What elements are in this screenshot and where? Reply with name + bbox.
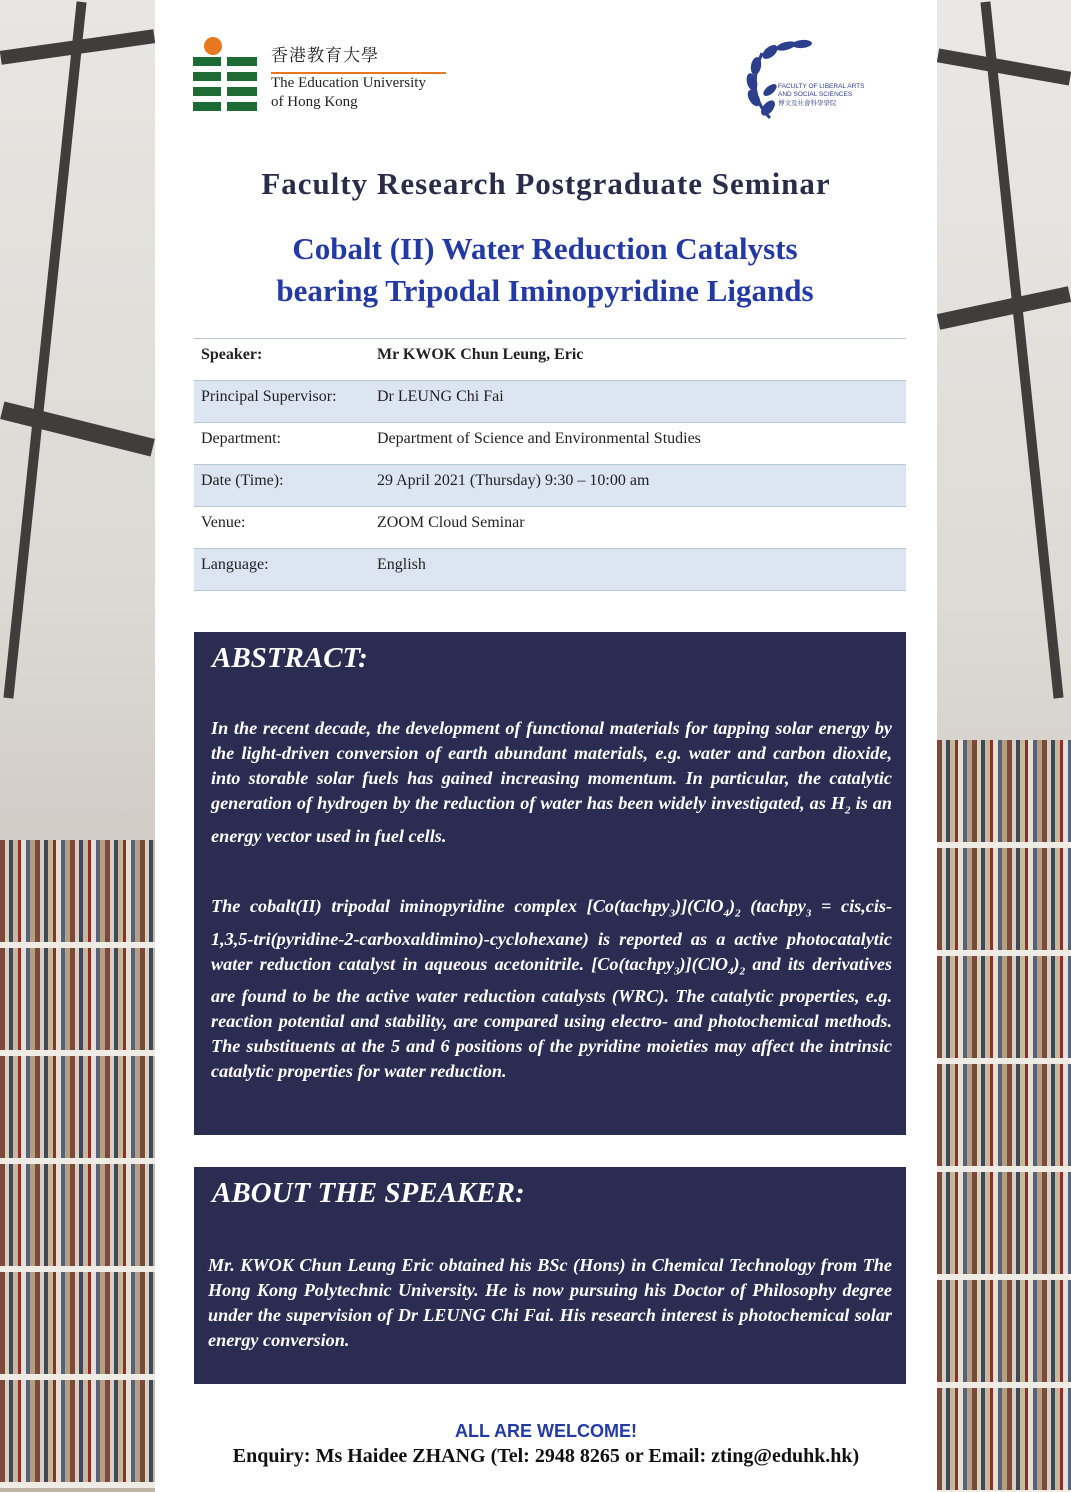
eduhk-logo-text <box>271 47 426 112</box>
info-row-language <box>194 549 906 591</box>
eduhk-chinese-name: 香港教育大學 <box>271 46 379 66</box>
eduhk-logo-divider <box>271 72 446 74</box>
speaker-value: Mr KWOK Chun Leung, Eric <box>377 346 584 363</box>
about-speaker-section <box>194 1167 906 1384</box>
faculty-logo-text <box>778 83 864 107</box>
info-row-supervisor <box>194 381 906 423</box>
faculty-name-line2: AND SOCIAL SCIENCES <box>778 91 853 98</box>
talk-title-line2: bearing Tripodal Iminopyridine Ligands <box>276 273 814 308</box>
talk-title-line1: Cobalt (II) Water Reduction Catalysts <box>292 231 798 266</box>
about-speaker-text: Mr. KWOK Chun Leung Eric obtained his BSc (Hons) in Chemical Technology from The Hong Kong Polytechnic University. He is now pursuing his Doctor of Philosophy degree under the supervision of Dr LEUNG Chi Fai. His research interest is photochemical solar energy conversion. <box>208 1255 892 1350</box>
supervisor-label: Principal Supervisor: <box>201 388 337 405</box>
eduhk-english-line2: of Hong Kong <box>271 94 358 110</box>
eduhk-english-line1: The Education University <box>271 75 426 91</box>
eduhk-logo <box>193 37 448 115</box>
info-row-date <box>194 465 906 507</box>
seminar-title: Faculty Research Postgraduate Seminar <box>261 166 831 201</box>
language-value: English <box>377 556 426 573</box>
faculty-chinese-name: 博文及社會科學學院 <box>778 99 837 107</box>
venue-value: ZOOM Cloud Seminar <box>377 514 525 531</box>
info-row-venue <box>194 507 906 549</box>
laurel-icon <box>740 38 870 122</box>
info-row-department <box>194 423 906 465</box>
language-label: Language: <box>201 556 269 573</box>
venue-label: Venue: <box>201 514 246 531</box>
date-value: 29 April 2021 (Thursday) 9:30 – 10:00 am <box>377 472 650 489</box>
talk-title <box>195 228 895 312</box>
speaker-label: Speaker: <box>201 346 263 363</box>
date-label: Date (Time): <box>201 472 284 489</box>
welcome-banner: ALL ARE WELCOME! <box>455 1421 637 1441</box>
department-label: Department: <box>201 430 281 447</box>
eduhk-emblem-icon <box>193 37 263 115</box>
info-row-speaker <box>194 339 906 381</box>
supervisor-value: Dr LEUNG Chi Fai <box>377 388 504 405</box>
abstract-paragraph-2: The cobalt(II) tripodal iminopyridine complex $[Co(tachpy_3)](ClO_4)_2$ (tachpy$_3$ = cis,cis-1,3,5-tri(pyridine-2-carboxaldimino)-cyclohexane) is reported as a active photocatalytic water reduction catalyst in aqueous acetonitrile. $[Co(tachpy_3)](ClO_4)_2$ and its derivatives are found to be the active water reduction catalysts (WRC). The catalytic properties, e.g. reaction potential and stability, are compared using electro- and photochemical methods. The substituents at the 5 and 6 positions of the pyridine moieties may affect the intrinsic catalytic properties for water reduction. <box>211 896 893 1082</box>
faculty-name-line1: FACULTY OF LIBERAL ARTS <box>778 83 865 90</box>
seminar-info-table <box>194 338 906 591</box>
library-background-right <box>937 0 1071 1492</box>
abstract-heading: ABSTRACT: <box>212 642 368 674</box>
abstract-section <box>194 632 906 1135</box>
faculty-logo <box>740 38 880 122</box>
enquiry-contact: Enquiry: Ms Haidee ZHANG (Tel: 2948 8265 or Email: zting@eduhk.hk) <box>232 1445 860 1467</box>
abstract-paragraph-1: In the recent decade, the development of functional materials for tapping solar energy by the light-driven conversion of earth abundant materials, e.g. water and carbon dioxide, into storable solar fuels has gained increasing momentum. In particular, the catalytic generation of hydrogen by the reduction of water has been widely investigated, as $H_2$ is an energy vector used in fuel cells. <box>211 718 892 846</box>
library-background-left <box>0 0 155 1492</box>
department-value: Department of Science and Environmental Studies <box>377 430 701 447</box>
poster-panel <box>155 0 937 1492</box>
about-speaker-heading: ABOUT THE SPEAKER: <box>212 1177 525 1209</box>
